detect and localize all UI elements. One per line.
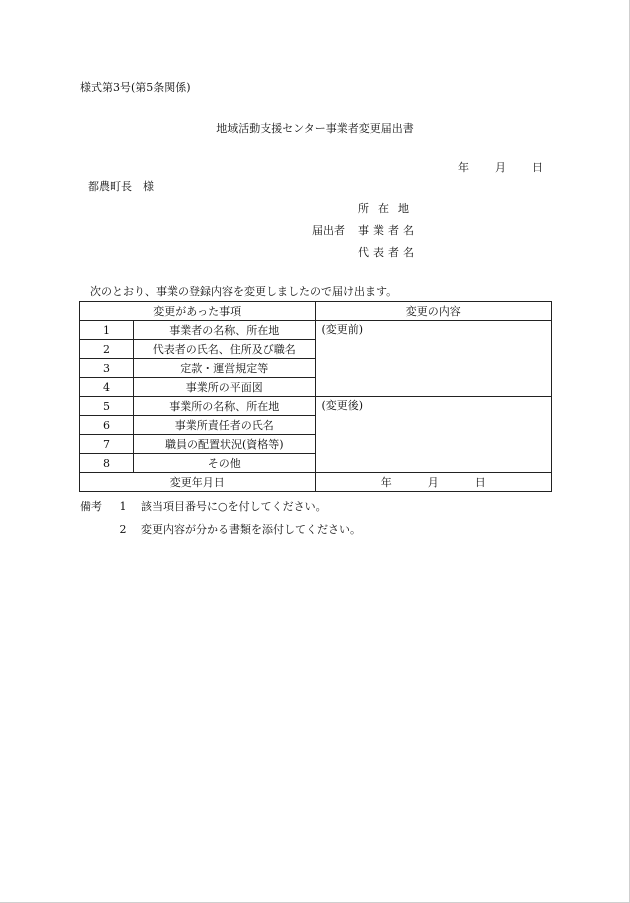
change-date-cell[interactable]: [315, 473, 552, 492]
row-number: 5: [80, 397, 134, 416]
notifier-role-label: 届出者: [312, 224, 345, 237]
row-item: 職員の配置状況(資格等): [134, 435, 315, 454]
date-month-label: 月: [495, 161, 506, 174]
after-change-cell[interactable]: [315, 397, 552, 473]
row-item: 事業者の名称、所在地: [134, 321, 315, 340]
date-day-label: 日: [532, 161, 543, 174]
submission-date: [458, 162, 543, 173]
row-item: 代表者の氏名、住所及び職名: [134, 340, 315, 359]
remark-number: 2: [119, 523, 127, 536]
row-number: 6: [80, 416, 134, 435]
row-item: 事業所の名称、所在地: [134, 397, 315, 416]
document-title: 地域活動支援センター事業者変更届出書: [216, 122, 414, 135]
row-item: 事業所責任者の氏名: [134, 416, 315, 435]
row-item: 定款・運営規定等: [134, 359, 315, 378]
change-date-row: [80, 473, 552, 492]
row-item: その他: [134, 454, 315, 473]
row-number: 3: [80, 359, 134, 378]
row-number: 1: [80, 321, 134, 340]
header-changed-item: 変更があった事項: [80, 302, 316, 321]
change-date-label: 変更年月日: [80, 473, 316, 492]
remark-2: [116, 524, 361, 535]
row-number: 8: [80, 454, 134, 473]
change-date-year: 年: [380, 475, 392, 489]
change-date-day: 日: [474, 475, 486, 489]
representative-label: 代表者名: [358, 246, 418, 259]
remark-1: [80, 501, 327, 512]
row-number: 2: [80, 340, 134, 359]
remark-text: 該当項目番号に○を付してください。: [141, 500, 327, 513]
intro-text: 次のとおり、事業の登録内容を変更しましたので届け出ます。: [90, 285, 398, 298]
header-change-content: 変更の内容: [315, 302, 552, 321]
table-header-row: [80, 302, 552, 321]
before-change-label: (変更前): [321, 323, 364, 336]
before-change-cell[interactable]: [315, 321, 552, 397]
change-table: [79, 301, 552, 492]
addressee: 都農町長 様: [88, 180, 154, 193]
business-name-label: 事業者名: [358, 224, 418, 237]
change-date-month: 月: [427, 475, 439, 489]
address-label: 所在地: [358, 202, 418, 215]
date-year-label: 年: [458, 161, 469, 174]
remark-number: 1: [119, 500, 127, 513]
row-number: 7: [80, 435, 134, 454]
remark-text: 変更内容が分かる書類を添付してください。: [141, 523, 361, 536]
remarks-label: 備考: [80, 500, 102, 513]
row-number: 4: [80, 378, 134, 397]
table-row: [80, 321, 552, 340]
table-row: [80, 397, 552, 416]
form-number: 様式第3号(第5条関係): [80, 81, 191, 94]
after-change-label: (変更後): [321, 399, 364, 412]
row-item: 事業所の平面図: [134, 378, 315, 397]
